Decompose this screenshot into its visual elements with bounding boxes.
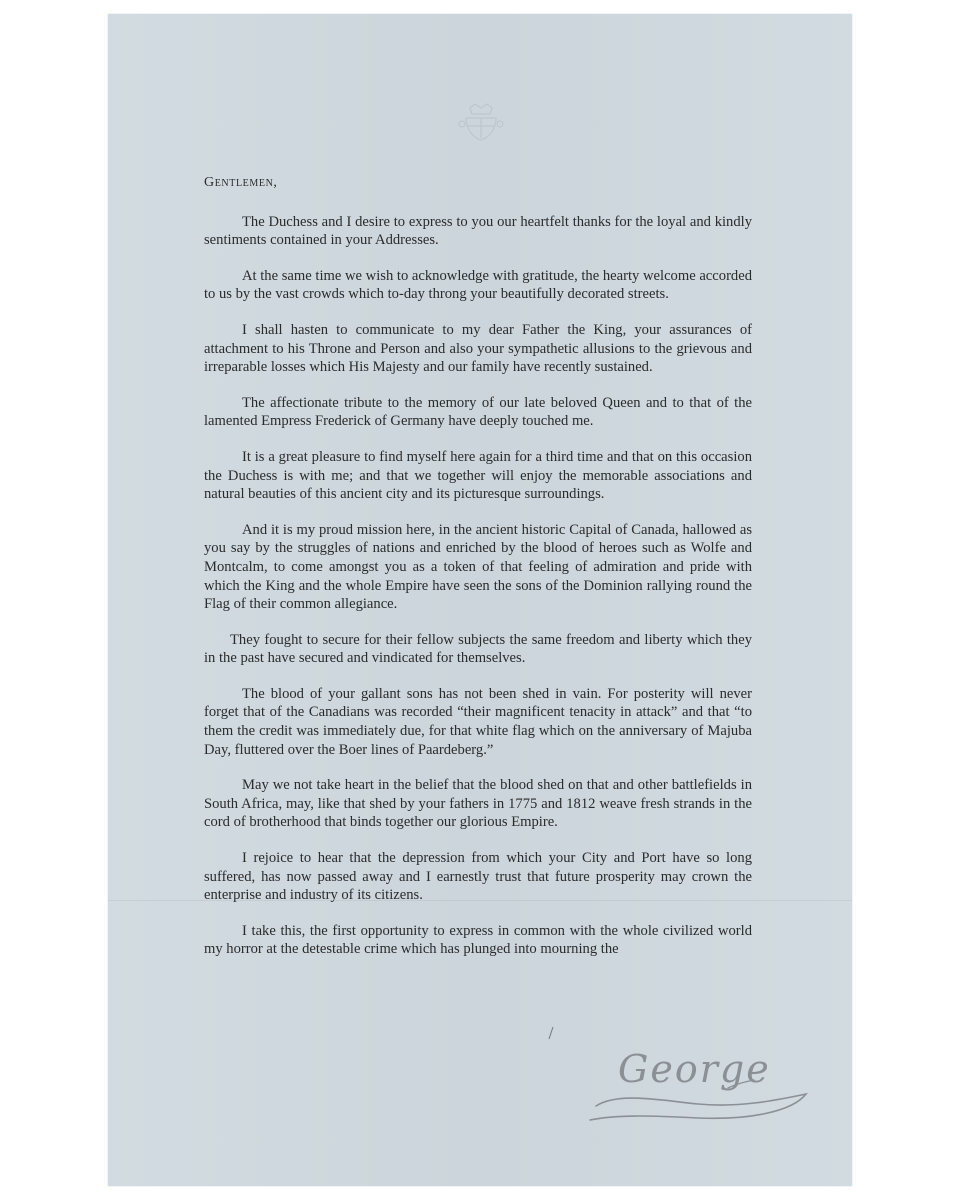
signature — [578, 1030, 810, 1140]
letter-body — [204, 174, 752, 976]
pencil-mark-icon — [546, 1026, 556, 1040]
paragraph: It is a great pleasure to find myself here again for a third time and that on this occasion the Duchess is with me; and that we together will enjoy the memorable associations and natural beauties of this ancient city and its picturesque surroundings. — [204, 448, 752, 503]
embossed-crest-icon — [458, 102, 504, 142]
paragraph: The affectionate tribute to the memory of our late beloved Queen and to that of the lamented Empress Frederick of Germany have deeply touched me. — [204, 394, 752, 430]
signature-text: George — [618, 1047, 771, 1091]
paragraph: I take this, the first opportunity to express in common with the whole civilized world my horror at the detestable crime which has plunged into mourning the — [204, 922, 752, 958]
paragraph: At the same time we wish to acknowledge with gratitude, the hearty welcome accorded to us by the vast crowds which to-day throng your beautifully decorated streets. — [204, 267, 752, 303]
paragraph: The Duchess and I desire to express to you our heartfelt thanks for the loyal and kindly sentiments contained in your Addresses. — [204, 213, 752, 249]
paragraph: And it is my proud mission here, in the ancient historic Capital of Canada, hallowed as you say by the struggles of nations and enriched by the blood of heroes such as Wolfe and Montcalm, to come amongst you as a token of that feeling of admiration and pride with which the King and the whole Empire have seen the sons of the Dominion rallying round the Flag of their common allegiance. — [204, 521, 752, 613]
paragraph: I shall hasten to communicate to my dear Father the King, your assurances of attachment to his Throne and Person and also your sympathetic allusions to the grievous and irreparable losses which His Majesty and our family have recently sustained. — [204, 321, 752, 376]
letter-sheet — [108, 14, 852, 1186]
paragraph: They fought to secure for their fellow subjects the same freedom and liberty which they in the past have secured and vindicated for themselves. — [204, 631, 752, 667]
paragraph: I rejoice to hear that the depression from which your City and Port have so long suffered, has now passed away and I earnestly trust that future prosperity may crown the enterprise and industry of its citizens. — [204, 850, 752, 904]
paragraph: May we not take heart in the belief that the blood shed on that and other battlefields in South Africa, may, like that shed by your fathers in 1775 and 1812 weave fresh strands in the cord of brotherhood that binds together our glorious Empire. — [204, 777, 752, 831]
signature-mark — [578, 1030, 810, 1140]
salutation: Gentlemen, — [204, 175, 278, 190]
paragraph: The blood of your gallant sons has not been shed in vain. For posterity will never forget that of the Canadians was recorded “their magnificent tenacity in attack” and that “to them the credit was immediately due, for that white flag which on the anniversary of Majuba Day, fluttered over the Boer lines of Paardeberg.” — [204, 685, 752, 758]
